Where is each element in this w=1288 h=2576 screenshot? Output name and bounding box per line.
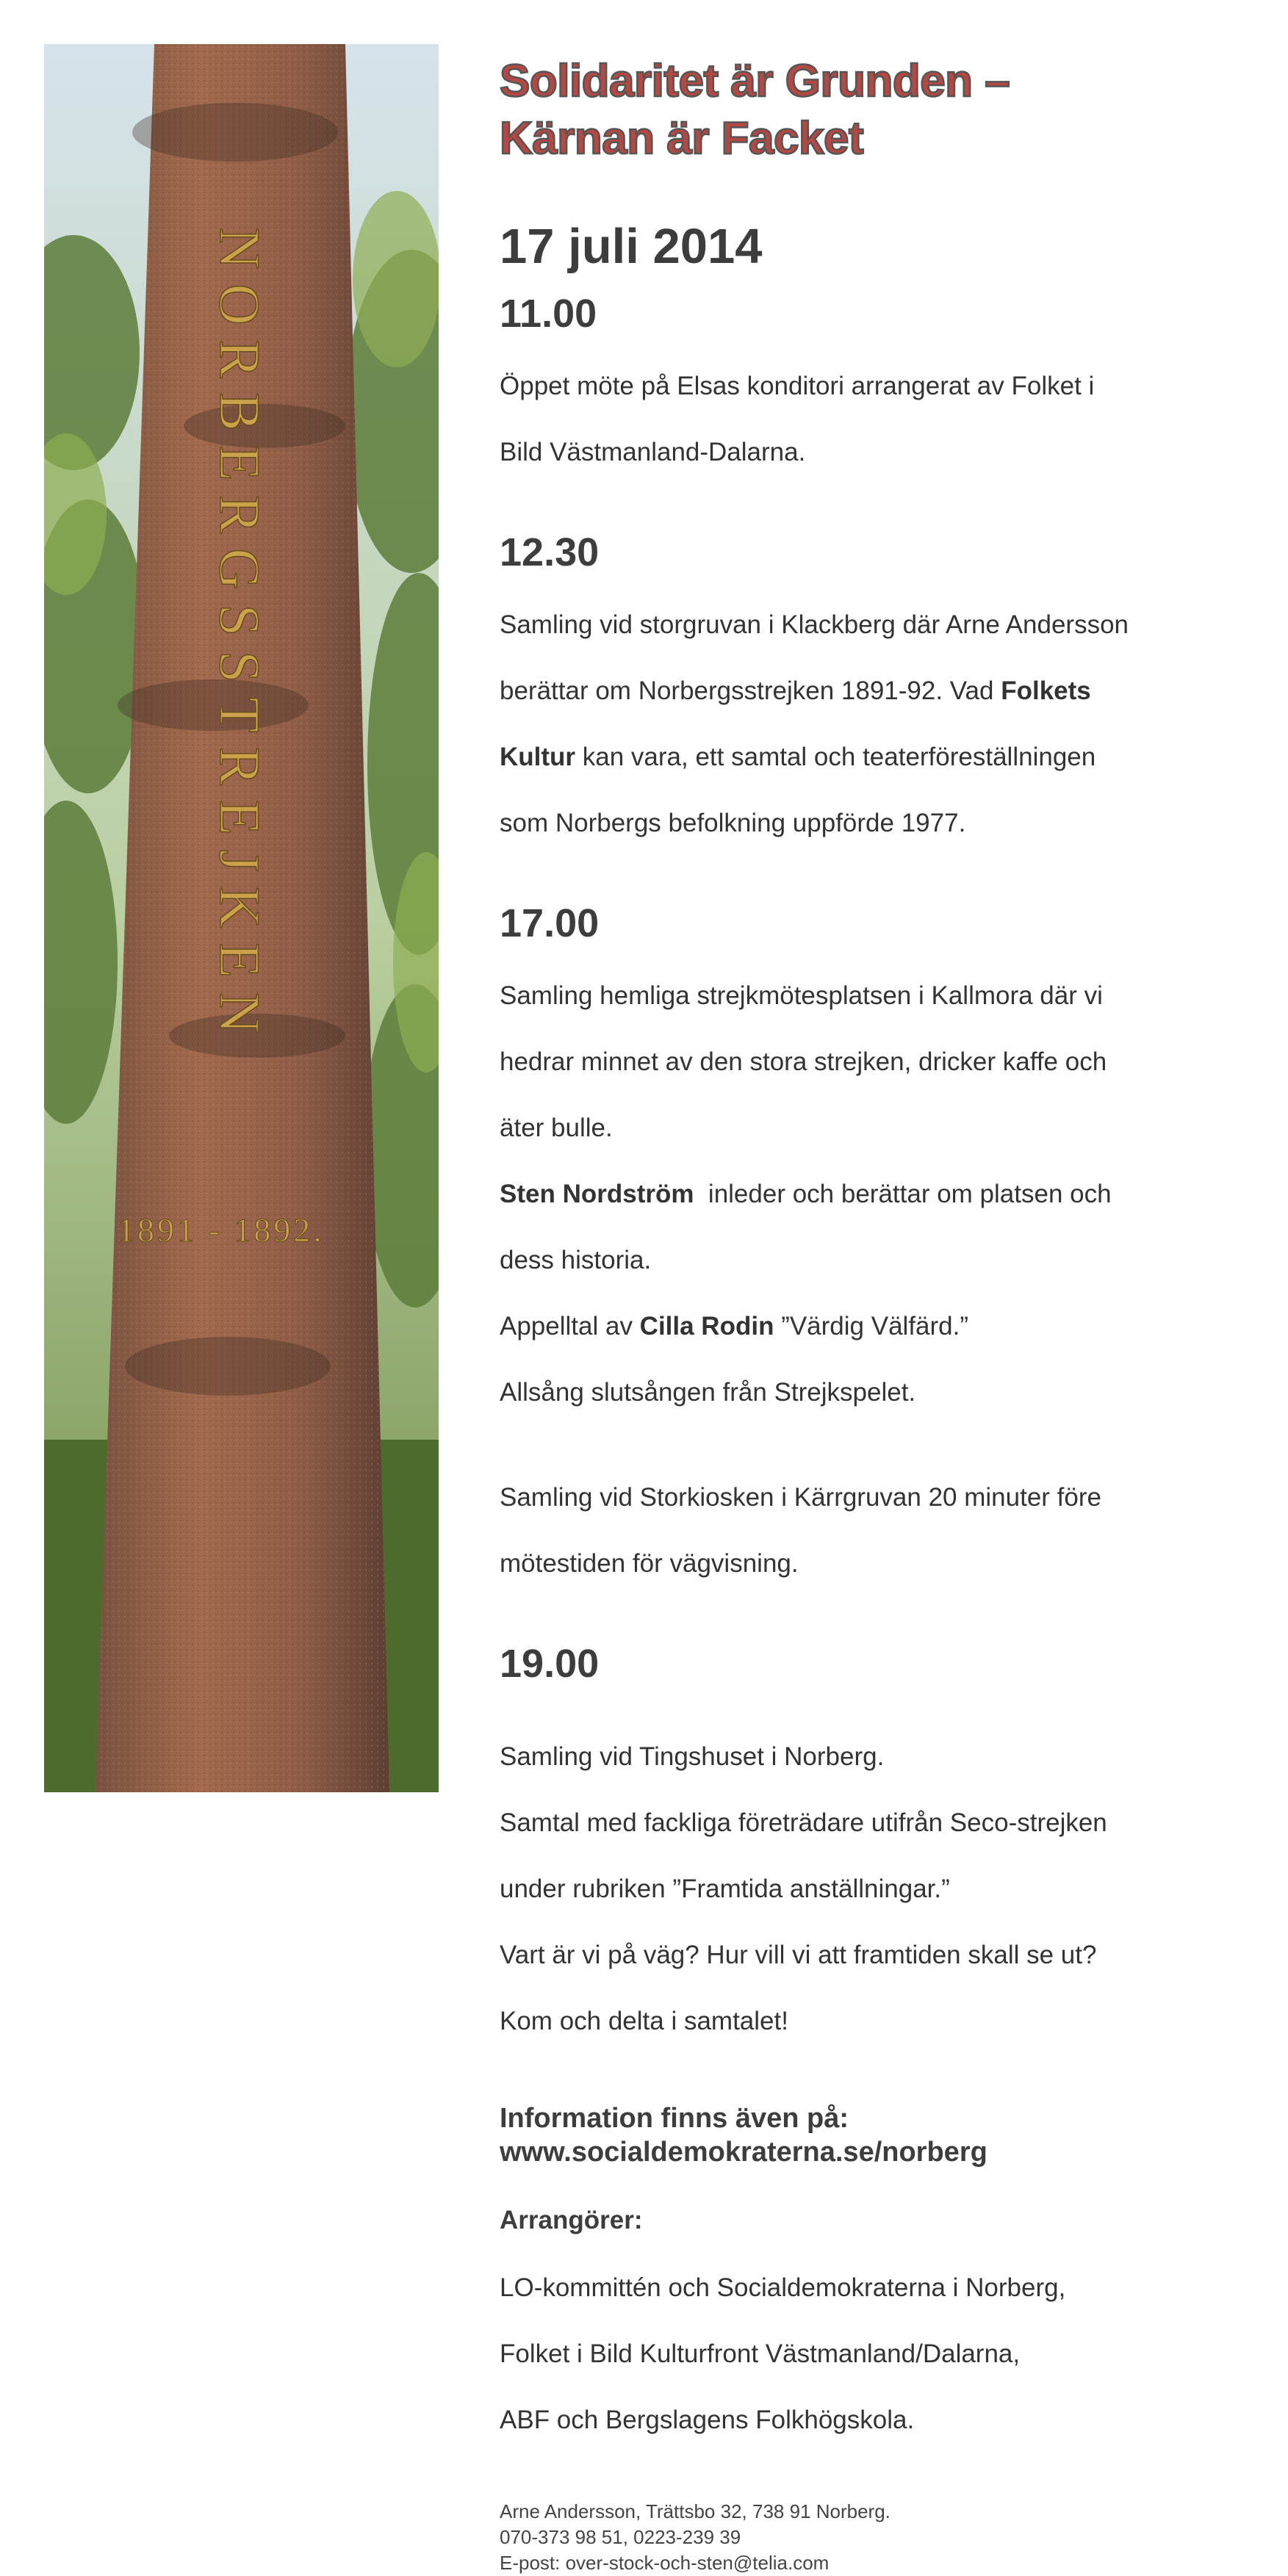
event-1230-text bbox=[500, 575, 1242, 873]
event-1230-line-1: Samling vid storgruvan i Klackberg där Arne Andersson bbox=[500, 610, 1129, 639]
organizers-list bbox=[500, 2238, 1242, 2469]
headline-line-1: Solidaritet är Grunden – bbox=[500, 56, 1010, 107]
event-1700-text bbox=[500, 946, 1242, 1442]
appell-speaker-name: Cilla Rodin bbox=[639, 1312, 774, 1341]
info-block bbox=[500, 2101, 1242, 2169]
event-1100-line-1: Öppet möte på Elsas konditori arrangerat av Folket i bbox=[500, 372, 1095, 400]
organizer-line-2: Folket i Bild Kulturfront Västmanland/Dalarna, bbox=[500, 2339, 1021, 2368]
contact-email: E-post: over-stock-och-sten@telia.com bbox=[500, 2552, 830, 2574]
event-1230-line-2-pre: berättar om Norbergsstrejken 1891-92. Vad bbox=[500, 677, 1001, 705]
event-1900-line-4: Vart är vi på väg? Hur vill vi att framtiden skall se ut? bbox=[500, 1941, 1097, 1969]
organizers-heading: Arrangörer: bbox=[500, 2206, 643, 2234]
event-1230-line-4: som Norbergs befolkning uppförde 1977. bbox=[500, 809, 966, 837]
headline bbox=[500, 53, 1242, 167]
event-1700-line-2: hedrar minnet av den stora strejken, dricker kaffe och bbox=[500, 1047, 1107, 1076]
event-1900-line-5: Kom och delta i samtalet! bbox=[500, 2007, 788, 2035]
event-date: 17 juli 2014 bbox=[500, 219, 763, 274]
event-1900-line-2: Samtal med fackliga företrädare utifrån Seco-strejken bbox=[500, 1808, 1107, 1837]
info-url: www.socialdemokraterna.se/norberg bbox=[500, 2137, 987, 2168]
event-1700-meeting-note bbox=[500, 1448, 1242, 1613]
event-1700-line-5: dess historia. bbox=[500, 1246, 652, 1274]
contact-phones: 070-373 98 51, 0223-239 39 bbox=[500, 2526, 741, 2548]
speaker-name: Sten Nordström bbox=[500, 1180, 694, 1208]
event-time-1230: 12.30 bbox=[500, 530, 600, 574]
event-1900-line-1: Samling vid Tingshuset i Norberg. bbox=[500, 1742, 885, 1771]
event-1230-line-2 bbox=[500, 674, 1242, 707]
organizer-line-1: LO-kommittén och Socialdemokraterna i Norberg, bbox=[500, 2273, 1066, 2302]
event-1100-text bbox=[500, 336, 1242, 502]
event-1230-line-3-post: kan vara, ett samtal och teaterföreställningen bbox=[575, 743, 1096, 771]
event-1700-speaker-line bbox=[500, 1177, 1242, 1211]
event-1700-appell-line bbox=[500, 1310, 1242, 1343]
event-1700-line-3: äter bulle. bbox=[500, 1114, 613, 1142]
flyer-content bbox=[500, 53, 1242, 2576]
info-label: Information finns även på: bbox=[500, 2103, 849, 2134]
event-1230-folkets-bold: Folkets bbox=[1001, 677, 1091, 705]
appell-post: ”Värdig Välfärd.” bbox=[774, 1312, 969, 1341]
contact-block bbox=[500, 2499, 1242, 2576]
event-1900-text bbox=[500, 1707, 1242, 2071]
monument-inscription: NORBERGSSTREJKEN bbox=[208, 228, 272, 1049]
meeting-note-line-1: Samling vid Storkiosken i Kärrgruvan 20 minuter före bbox=[500, 1483, 1101, 1512]
contact-address: Arne Andersson, Trättsbo 32, 738 91 Norberg. bbox=[500, 2500, 891, 2522]
monument-years: 1891 - 1892. bbox=[118, 1211, 325, 1249]
appell-pre: Appelltal av bbox=[500, 1312, 640, 1341]
event-1230-kultur-bold: Kultur bbox=[500, 743, 576, 771]
event-time-1900: 19.00 bbox=[500, 1642, 600, 1686]
monument-photo bbox=[44, 44, 439, 1792]
event-1700-line-7: Allsång slutsången från Strejkspelet. bbox=[500, 1378, 916, 1407]
event-1900-line-3: under rubriken ”Framtida anställningar.” bbox=[500, 1875, 950, 1903]
monument-photo-svg bbox=[44, 44, 439, 1792]
event-time-1100: 11.00 bbox=[500, 292, 597, 336]
headline-line-2: Kärnan är Facket bbox=[500, 113, 864, 164]
event-1700-line-1: Samling hemliga strejkmötesplatsen i Kallmora där vi bbox=[500, 981, 1103, 1010]
event-1100-line-2: Bild Västmanland-Dalarna. bbox=[500, 438, 806, 466]
organizer-line-3: ABF och Bergslagens Folkhögskola. bbox=[500, 2406, 915, 2434]
speaker-text: inleder och berättar om platsen och bbox=[694, 1180, 1112, 1208]
event-1230-line-3 bbox=[500, 740, 1242, 773]
event-time-1700: 17.00 bbox=[500, 901, 600, 945]
meeting-note-line-2: mötestiden för vägvisning. bbox=[500, 1549, 799, 1578]
